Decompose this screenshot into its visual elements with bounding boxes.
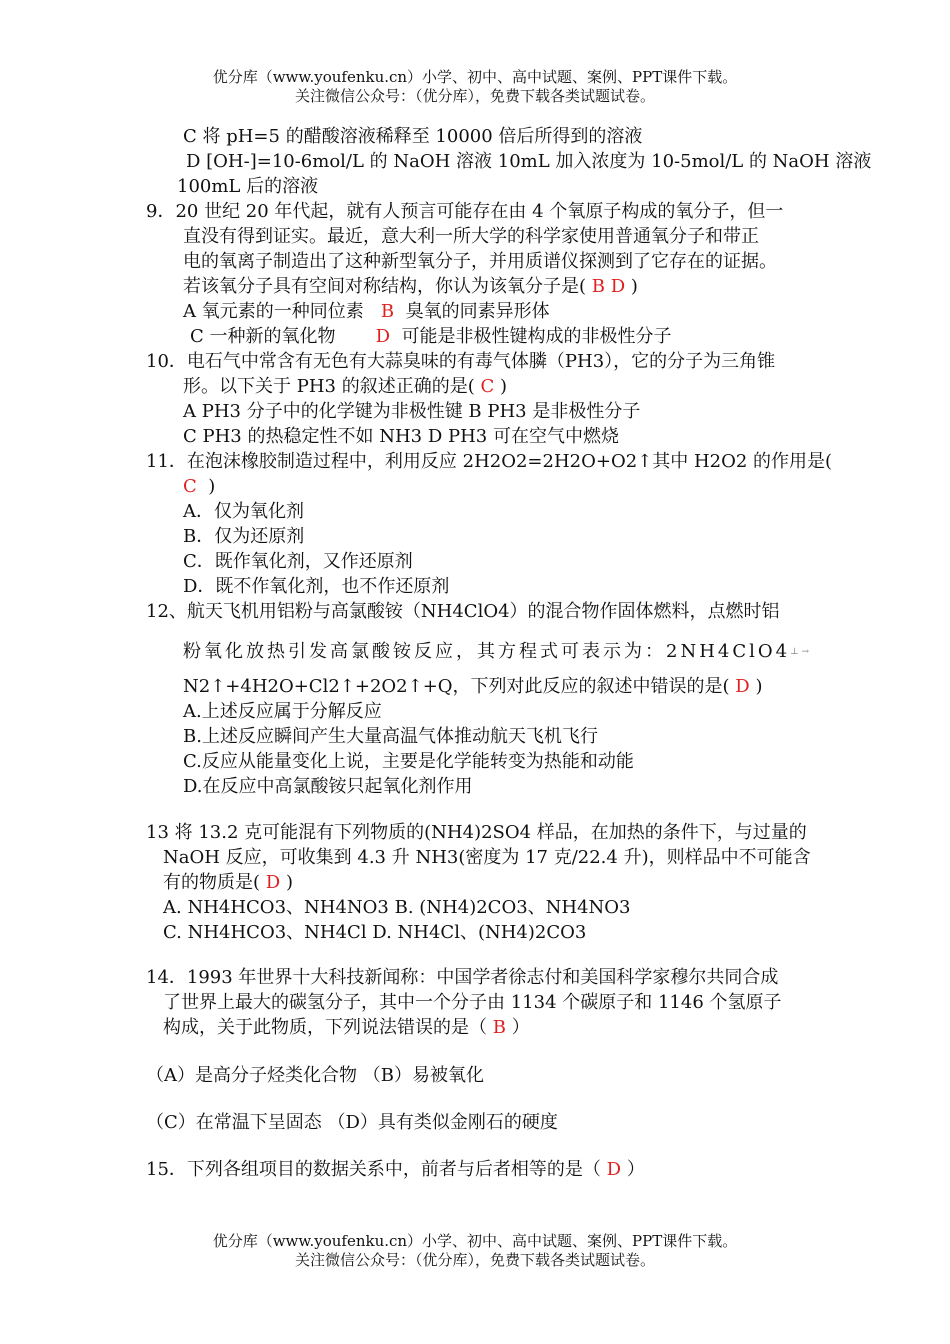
q9-options-cd xyxy=(190,326,671,348)
q12-line1: 12、航天飞机用铝粉与高氯酸铵（NH4ClO4）的混合物作固体燃料，点燃时铝 xyxy=(146,601,780,622)
q11-line1: 11．在泡沫橡胶制造过程中，利用反应 2H2O2=2H2O+O2↑其中 H2O2 的作用是( xyxy=(146,451,833,472)
q12-equation-start: 粉氧化放热引发高氯酸铵反应，其方程式可表示为：2NH4ClO4 xyxy=(183,641,791,662)
q13-stem: 有的物质是( xyxy=(163,872,261,893)
q12-line3 xyxy=(183,676,763,698)
q15-close: ） xyxy=(626,1159,645,1180)
q14-options-cd: （C）在常温下呈固态 （D）具有类似金刚石的硬度 xyxy=(146,1112,558,1133)
q10-line2 xyxy=(183,376,507,398)
q15-line1 xyxy=(146,1159,645,1181)
q13-answer: D xyxy=(265,872,281,893)
q14-options-ab: （A）是高分子烃类化合物 （B）易被氧化 xyxy=(146,1065,484,1086)
q14-line1: 14．1993 年世界十大科技新闻称：中国学者徐志付和美国科学家穆尔共同合成 xyxy=(146,967,779,988)
q10-line1: 10．电石气中常含有无色有大蒜臭味的有毒气体膦（PH3），它的分子为三角锥 xyxy=(146,351,776,372)
q9-option-d: 可能是非极性键构成的非极性分子 xyxy=(401,326,672,347)
q12-stem: N2↑+4H2O+Cl2↑+2O2↑+Q，下列对此反应的叙述中错误的是( xyxy=(183,676,730,697)
q13-line3 xyxy=(163,872,293,894)
q13-line1: 13 将 13.2 克可能混有下列物质的(NH4)2SO4 样品，在加热的条件下，与过量的 xyxy=(146,822,807,843)
header-line-2: 关注微信公众号：（优分库），免费下载各类试题试卷。 xyxy=(294,87,655,105)
q9-line2: 直没有得到证实。最近，意大利一所大学的科学家使用普通氧分子和带正 xyxy=(183,226,759,247)
q9-stem: 若该氧分子具有空间对称结构，你认为该氧分子是( xyxy=(183,276,587,297)
q13-line2: NaOH 反应，可收集到 4.3 升 NH3(密度为 17 克/22.4 升)，则样品中不可能含 xyxy=(163,847,811,868)
q14-line3 xyxy=(163,1017,530,1039)
q11-answer: C xyxy=(183,476,197,497)
q9-option-b: 臭氧的同素异形体 xyxy=(405,301,550,322)
q11-line2 xyxy=(183,476,215,498)
q15-stem: 15．下列各组项目的数据关系中，前者与后者相等的是（ xyxy=(146,1159,601,1180)
q12-close: ) xyxy=(755,676,763,697)
q9-line3: 电的氧离子制造出了这种新型氧分子，并用质谱仪探测到了它存在的证据。 xyxy=(183,251,777,272)
q9-options-ab xyxy=(183,301,550,323)
q10-options-ab: A PH3 分子中的化学键为非极性键 B PH3 是非极性分子 xyxy=(183,401,641,422)
header-line-1: 优分库（www.youfenku.cn）小学、初中、高中试题、案例、PPT课件下载。 xyxy=(212,68,738,86)
q12-line2 xyxy=(183,641,812,663)
q10-stem: 形。以下关于 PH3 的叙述正确的是( xyxy=(183,376,475,397)
footer-line-2: 关注微信公众号：（优分库），免费下载各类试题试卷。 xyxy=(294,1251,655,1269)
q9-option-b-letter: B xyxy=(380,301,395,322)
q14-line2: 了世界上最大的碳氢分子，其中一个分子由 1134 个碳原子和 1146 个氢原子 xyxy=(163,992,782,1013)
q11-option-b: B．仅为还原剂 xyxy=(183,526,305,547)
q9-option-d-letter: D xyxy=(375,326,390,347)
q9-option-c: C 一种新的氧化物 xyxy=(190,326,336,347)
q13-close: ) xyxy=(285,872,293,893)
q10-answer: C xyxy=(480,376,495,397)
q9-answer: B D xyxy=(591,276,626,297)
q9-option-a: A 氧元素的一种同位素 xyxy=(183,301,364,322)
q11-option-a: A．仅为氧化剂 xyxy=(183,501,304,522)
q12-option-c: C.反应从能量变化上说，主要是化学能转变为热能和动能 xyxy=(183,751,634,772)
q15-answer: D xyxy=(606,1159,622,1180)
q9-line4 xyxy=(183,276,638,298)
q14-close: ） xyxy=(511,1017,530,1038)
q13-options-ab: A. NH4HCO3、NH4NO3 B. (NH4)2CO3、NH4NO3 xyxy=(163,897,631,918)
footer-line-1: 优分库（www.youfenku.cn）小学、初中、高中试题、案例、PPT课件下载。 xyxy=(212,1232,738,1250)
q12-answer: D xyxy=(735,676,750,697)
q8-option-d-line2: 100mL 后的溶液 xyxy=(177,176,319,197)
q14-answer: B xyxy=(492,1017,506,1038)
q12-option-b: B.上述反应瞬间产生大量高温气体推动航天飞机飞行 xyxy=(183,726,598,747)
q10-close: ) xyxy=(499,376,508,397)
q8-option-c: C 将 pH=5 的醋酸溶液稀释至 10000 倍后所得到的溶液 xyxy=(183,126,643,147)
q12-option-d: D.在反应中高氯酸铵只起氧化剂作用 xyxy=(183,776,473,797)
q11-option-c: C．既作氧化剂，又作还原剂 xyxy=(183,551,413,572)
q12-option-a: A.上述反应属于分解反应 xyxy=(183,701,382,722)
arrow-mark-icon: ⊥→ xyxy=(790,647,813,657)
q9-line1: 9．20 世纪 20 年代起，就有人预言可能存在由 4 个氧原子构成的氧分子，但一 xyxy=(146,201,784,222)
q14-stem: 构成，关于此物质，下列说法错误的是（ xyxy=(163,1017,487,1038)
q9-close: ) xyxy=(630,276,638,297)
q11-close: ) xyxy=(208,476,216,497)
q13-options-cd: C. NH4HCO3、NH4Cl D. NH4Cl、(NH4)2CO3 xyxy=(163,922,587,943)
q8-option-d-line1: D [OH-]=10-6mol/L 的 NaOH 溶液 10mL 加入浓度为 10-5mol/L 的 NaOH 溶液 xyxy=(186,151,872,172)
q11-option-d: D．既不作氧化剂，也不作还原剂 xyxy=(183,576,450,597)
q10-options-cd: C PH3 的热稳定性不如 NH3 D PH3 可在空气中燃烧 xyxy=(183,426,619,447)
